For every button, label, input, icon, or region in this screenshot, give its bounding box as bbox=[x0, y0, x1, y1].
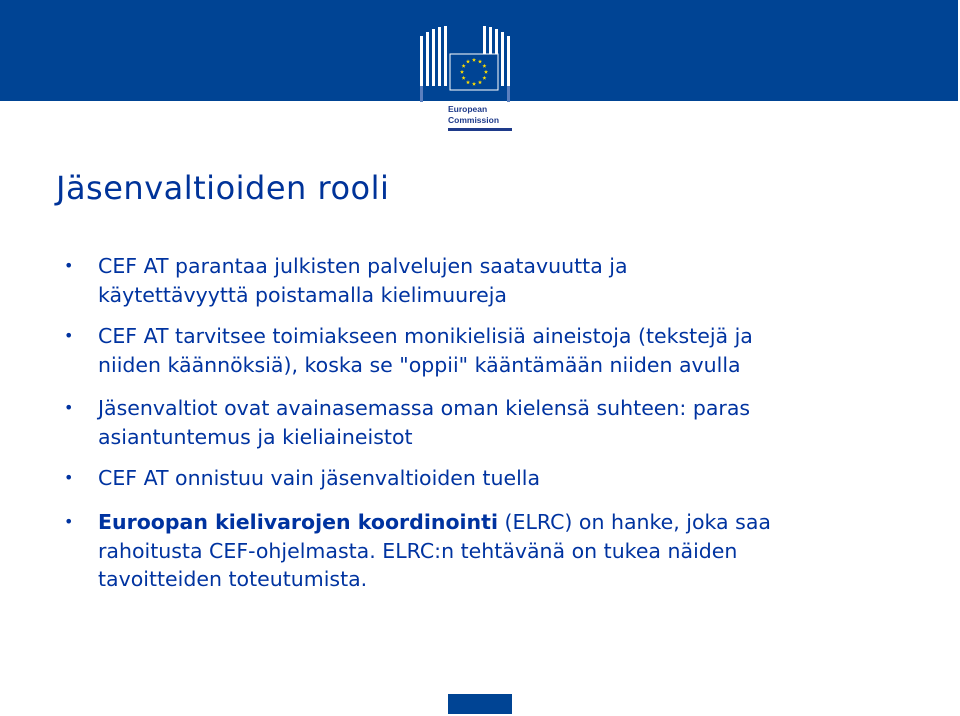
bullet-dot: • bbox=[64, 468, 74, 487]
bullet-line: asiantuntemus ja kieliaineistot bbox=[98, 424, 413, 449]
bullet-line: CEF AT tarvitsee toimiakseen monikielisiä aineistoja (tekstejä ja bbox=[98, 324, 753, 348]
logo-underline bbox=[448, 128, 512, 131]
bullet-line-rest: (ELRC) on hanke, joka saa bbox=[497, 510, 771, 534]
bullet-dot: • bbox=[64, 256, 74, 275]
bullet-dot: • bbox=[64, 512, 74, 531]
slide-title: Jäsenvaltioiden rooli bbox=[56, 169, 390, 207]
bullet-line: käytettävyyttä poistamalla kielimuureja bbox=[98, 282, 507, 307]
european-commission-logo bbox=[416, 26, 512, 136]
bullet-bold-lead: Euroopan kielivarojen koordinointi bbox=[98, 510, 498, 534]
bullet-line: niiden käännöksiä), koska se "oppii" kääntämään niiden avulla bbox=[98, 352, 741, 377]
bullet-line: CEF AT parantaa julkisten palvelujen saatavuutta ja bbox=[98, 254, 628, 278]
bullet-line: CEF AT onnistuu vain jäsenvaltioiden tuella bbox=[98, 466, 541, 490]
bullet-line: tavoitteiden toteutumista. bbox=[98, 567, 368, 591]
bullet-line: rahoitusta CEF-ohjelmasta. ELRC:n tehtävänä on tukea näiden bbox=[98, 538, 738, 563]
logo-line1: European bbox=[448, 104, 488, 114]
bullet-dot: • bbox=[64, 326, 74, 345]
logo-line2: Commission bbox=[448, 115, 500, 125]
footer-accent bbox=[448, 694, 512, 714]
bullet-line: Jäsenvaltiot ovat avainasemassa oman kielensä suhteen: paras bbox=[98, 396, 751, 420]
bullet-dot: • bbox=[64, 398, 74, 417]
